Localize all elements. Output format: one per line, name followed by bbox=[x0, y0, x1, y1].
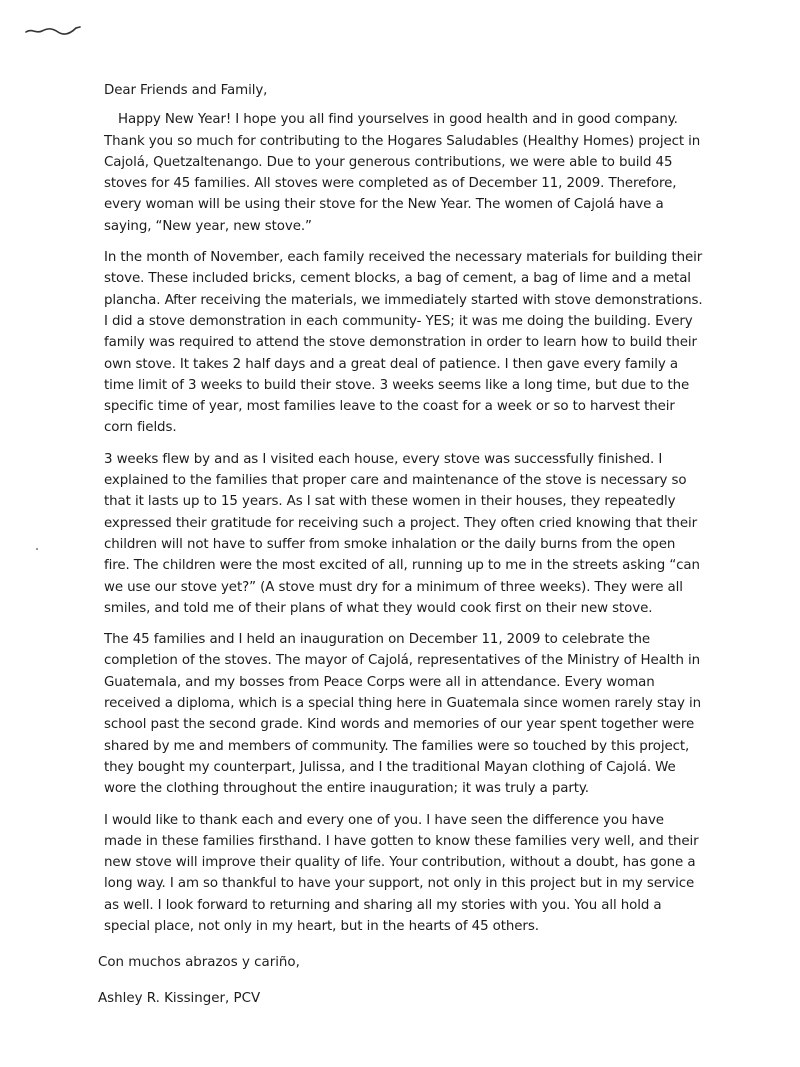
scan-mark bbox=[24, 22, 84, 38]
paragraph-thanks: I would like to thank each and every one of you. I have seen the difference you have made in these families firsthand. I have gotten to know these families very well, and their new stove will improve their quality of life. Your contribution, without a doubt, has gone a long way. I am so thankful to have your support, not only in this project but in my service as well. I look forward to returning and sharing all my stories with you. You all hold a special place, not only in my heart, but in the hearts of 45 others. bbox=[104, 812, 699, 934]
signature-line: Ashley R. Kissinger, PCV bbox=[98, 991, 261, 1006]
closing-line: Con muchos abrazos y cariño, bbox=[98, 955, 300, 970]
paragraph-greeting: Happy New Year! I hope you all find yourselves in good health and in good company. Thank you so much for contributing to the Hogares Saludables (Healthy Homes) project in Cajolá, Quetzaltenango. Due to your generous contributions, we were able to build 45 stoves for 45 families. All stoves were completed as of December 11, 2009. Therefore, every woman will be using their stove for the New Year. The women of Cajolá have a saying, “New year, new stove.” bbox=[104, 112, 701, 234]
paragraph-materials: In the month of November, each family received the necessary materials for building their stove. These included bricks, cement blocks, a bag of cement, a bag of lime and a metal plancha. After receiving the materials, we immediately started with stove demonstrations. I did a stove demonstration in each community- YES; it was me doing the building. Every family was required to attend the stove demonstration in order to learn how to build their own stove. It takes 2 half days and a great deal of patience. I then gave every family a time limit of 3 weeks to build their stove. 3 weeks seems like a long time, but due to the specific time of year, most families leave to the coast for a week or so to harvest their corn fields. bbox=[104, 250, 703, 436]
paragraph-completion: 3 weeks flew by and as I visited each house, every stove was successfully finished. I explained to the families that proper care and maintenance of the stove is necessary so that it lasts up to 15 years. As I sat with these women in their houses, they repeatedly expressed their gratitude for receiving such a project. They often cried knowing that their children will not have to suffer from smoke inhalation or the daily burns from the open fire. The children were the most excited of all, running up to me in the streets asking “can we use our stove yet?” (A stove must dry for a minimum of three weeks). They were all smiles, and told me of their plans of what they would cook first on their new stove. bbox=[104, 451, 700, 616]
paragraph-inauguration: The 45 families and I held an inauguration on December 11, 2009 to celebrate the completion of the stoves. The mayor of Cajolá, representatives of the Ministry of Health in Guatemala, and my bosses from Peace Corps were all in attendance. Every woman received a diploma, which is a special thing here in Guatemala since women rarely stay in school past the second grade. Kind words and memories of our year spent together were shared by me and members of community. The families were so touched by this project, they bought my counterpart, Julissa, and I the traditional Mayan clothing of Cajolá. We wore the clothing throughout the entire inauguration; it was truly a party. bbox=[104, 632, 701, 797]
scan-speck bbox=[36, 548, 38, 550]
letter-body bbox=[104, 80, 704, 937]
salutation: Dear Friends and Family, bbox=[104, 83, 268, 98]
